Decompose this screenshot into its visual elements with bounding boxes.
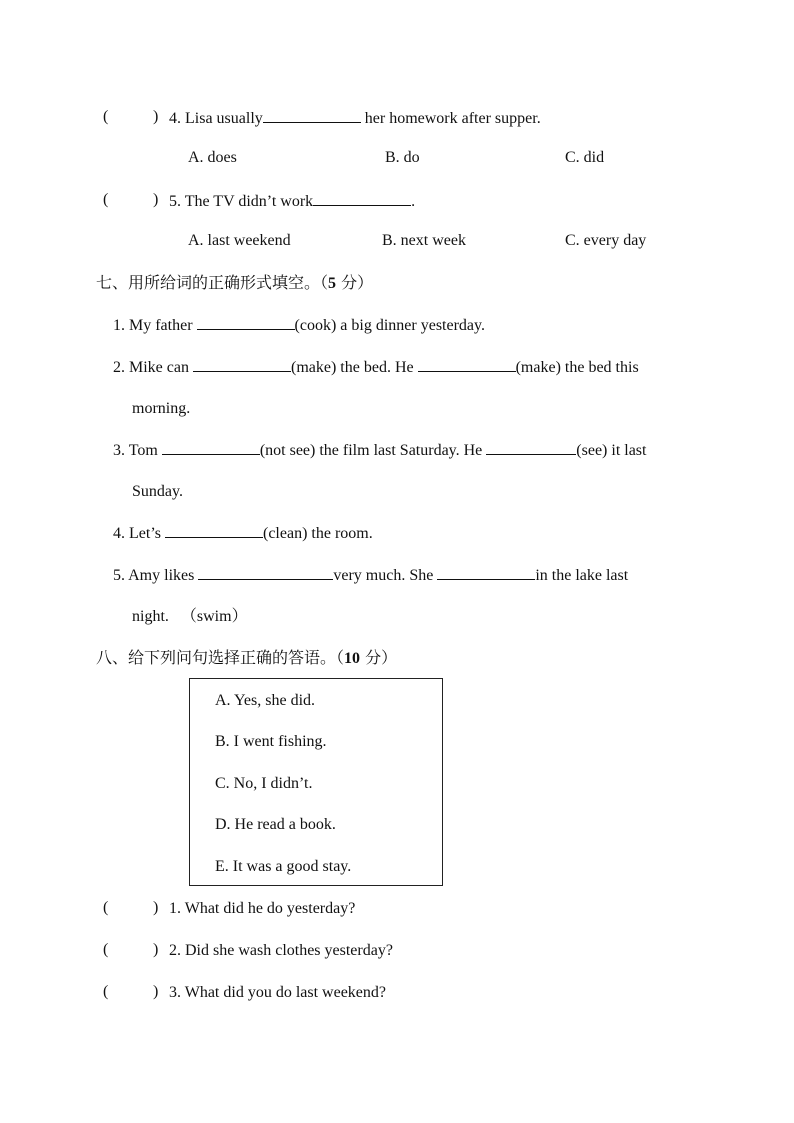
question-text-after: . — [411, 193, 416, 210]
answer-blank[interactable] — [313, 191, 411, 206]
item-text: Amy likes — [128, 567, 199, 584]
answer-bracket-open[interactable]: ( — [103, 941, 109, 958]
item-text: (clean) the room. — [263, 525, 373, 542]
item-text: (cook) a big dinner yesterday. — [294, 317, 485, 334]
answer-bracket-close: ) — [153, 108, 159, 125]
section-8-points: 10 — [344, 650, 361, 667]
item-number: 2. — [113, 359, 125, 376]
question-number: 5. — [169, 193, 181, 210]
item-number: 1. — [113, 317, 125, 334]
question-text: Did she wash clothes yesterday? — [185, 942, 393, 959]
answer-blank[interactable] — [162, 440, 260, 455]
answer-choices-box — [189, 678, 443, 886]
answer-blank[interactable] — [486, 440, 576, 455]
item-number: 4. — [113, 525, 125, 542]
answer-bracket-open[interactable]: ( — [103, 899, 109, 916]
answer-choice: C. No, I didn’t. — [215, 775, 313, 792]
item-text: (make) the bed. He — [290, 359, 418, 376]
question-text-after: her homework after supper. — [360, 110, 541, 127]
answer-bracket-close: ) — [153, 191, 159, 208]
answer-blank[interactable] — [193, 357, 291, 372]
question-number: 2. — [169, 942, 181, 959]
item-text: night. — [132, 608, 169, 625]
section-8-heading — [96, 648, 397, 669]
section-7-title-end: 分） — [336, 273, 374, 292]
option-c: C. did — [565, 149, 605, 166]
answer-choice: B. I went fishing. — [215, 733, 327, 750]
question-number: 4. — [169, 110, 181, 127]
item-text: My father — [129, 317, 197, 334]
answer-bracket-close: ) — [153, 941, 159, 958]
item-number: 5. — [113, 567, 125, 584]
answer-bracket-close: ) — [153, 899, 159, 916]
section-7-title: 七、用所给词的正确形式填空。（ — [96, 273, 329, 292]
section-8-title: 八、给下列问句选择正确的答语。（ — [96, 648, 345, 667]
answer-blank[interactable] — [197, 315, 295, 330]
answer-bracket-open[interactable]: ( — [103, 983, 109, 1000]
question-text: What did he do yesterday? — [184, 900, 356, 917]
option-c: C. every day — [565, 232, 647, 249]
fill-item-3-continued: Sunday. — [132, 483, 183, 500]
option-a: A. last weekend — [188, 232, 291, 249]
answer-blank[interactable] — [437, 565, 535, 580]
item-text: (not see) the film last Saturday. He — [259, 442, 487, 459]
fill-item-4 — [113, 523, 373, 544]
answer-bracket-close: ) — [153, 983, 159, 1000]
option-b: B. do — [385, 149, 420, 166]
question-text: What did you do last weekend? — [184, 984, 386, 1001]
word-hint: （swim） — [180, 608, 248, 625]
item-text: in the lake last — [535, 567, 629, 584]
question-text-before: Lisa usually — [185, 110, 263, 127]
option-a: A. does — [188, 149, 237, 166]
item-text: Tom — [128, 442, 162, 459]
answer-choice: E. It was a good stay. — [215, 858, 352, 875]
fill-item-2-continued: morning. — [132, 400, 191, 417]
answer-blank[interactable] — [198, 565, 333, 580]
question-number: 1. — [169, 900, 181, 917]
section-7-points: 5 — [328, 275, 337, 292]
answer-blank[interactable] — [165, 523, 263, 538]
item-text: (see) it last — [576, 442, 647, 459]
answer-choice: D. He read a book. — [215, 816, 336, 833]
option-b: B. next week — [382, 232, 466, 249]
fill-item-5-continued — [132, 607, 248, 627]
section-8-title-end: 分） — [360, 648, 398, 667]
answer-bracket-open[interactable]: ( — [103, 191, 109, 208]
item-text: very much. She — [333, 567, 438, 584]
section-7-heading — [96, 273, 373, 294]
fill-item-3 — [113, 440, 646, 461]
question-number: 3. — [169, 984, 181, 1001]
item-number: 3. — [113, 442, 125, 459]
answer-choice: A. Yes, she did. — [215, 692, 316, 709]
item-text: (make) the bed this — [515, 359, 639, 376]
fill-item-2 — [113, 357, 639, 378]
answer-blank[interactable] — [418, 357, 516, 372]
fill-item-1 — [113, 315, 485, 336]
answer-bracket-open[interactable]: ( — [103, 108, 109, 125]
answer-blank[interactable] — [263, 108, 361, 123]
item-text: Mike can — [129, 359, 193, 376]
question-text-before: The TV didn’t work — [184, 193, 314, 210]
item-text: Let’s — [129, 525, 165, 542]
fill-item-5 — [113, 565, 628, 586]
